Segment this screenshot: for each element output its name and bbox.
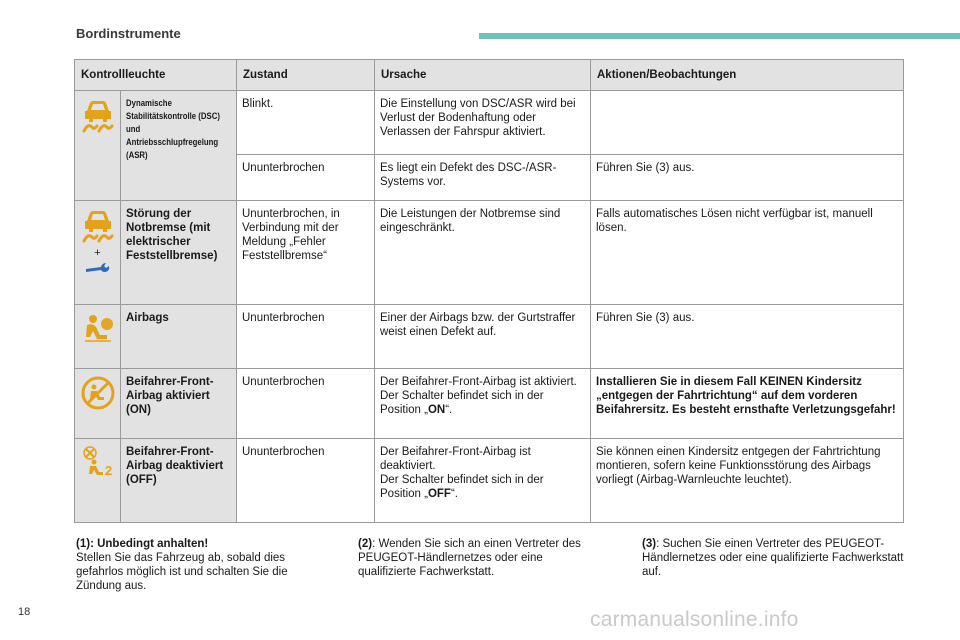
svg-text:2: 2 <box>105 463 113 478</box>
table-row <box>75 369 904 439</box>
table-row <box>75 439 904 523</box>
icon-cell <box>75 439 121 523</box>
dsc-skid-car-icon <box>81 97 115 135</box>
icon-cell <box>75 91 121 201</box>
icon-cell <box>75 369 121 439</box>
section-title: Bordinstrumente <box>76 26 181 41</box>
table-row <box>75 201 904 305</box>
state-cell: Ununterbrochen <box>237 369 375 439</box>
warning-lights-table <box>74 59 904 523</box>
action-cell: Falls automatisches Lösen nicht verfügbar ist, manuell lösen. <box>591 201 904 305</box>
action-cell: Sie können einen Kindersitz entgegen der Fahrtrichtung montieren, sofern keine Funktionsstörung des Airbags vorliegt (Airbag-Warnleuchte leuchtet). <box>591 439 904 523</box>
table-row <box>75 91 904 155</box>
footnote-text: : Wenden Sie sich an einen Vertreter des PEUGEOT-Händlernetzes oder eine qualifizierte Fachwerkstatt. <box>358 538 581 578</box>
cause-cell <box>375 369 591 439</box>
airbag-icon <box>81 311 115 345</box>
cause-text: Der Schalter befindet sich in der Position „ <box>380 474 544 500</box>
cause-text: Der Beifahrer-Front-Airbag ist deaktiviert. <box>380 446 531 472</box>
light-name: Störung der Notbremse (mit elektrischer Feststellbremse) <box>121 201 237 305</box>
footnote-text: : Suchen Sie einen Vertreter des PEUGEOT-Händlernetzes oder eine qualifizierte Fachwerkstatt auf. <box>642 538 904 578</box>
section-color-bar <box>479 33 960 39</box>
passenger-airbag-on-icon <box>80 375 116 411</box>
light-name: Airbags <box>121 305 237 369</box>
passenger-airbag-off-icon <box>80 445 116 479</box>
state-cell: Ununterbrochen <box>237 439 375 523</box>
table-row <box>75 305 904 369</box>
cause-text: Der Schalter befindet sich in der Position „ <box>380 390 544 416</box>
action-cell: Führen Sie (3) aus. <box>591 155 904 201</box>
footnote-label: (2) <box>358 538 373 550</box>
state-cell: Ununterbrochen <box>237 155 375 201</box>
switch-position: OFF <box>427 488 451 500</box>
light-name: Beifahrer-Front-Airbag deaktiviert (OFF) <box>121 439 237 523</box>
cause-cell: Es liegt ein Defekt des DSC-/ASR-Systems vor. <box>375 155 591 201</box>
footnote-1 <box>76 537 326 593</box>
col-header-warning-light: Kontrollleuchte <box>75 60 237 91</box>
icon-cell <box>75 201 121 305</box>
footnote-heading: : Unbedingt anhalten! <box>90 538 209 550</box>
cause-cell <box>375 439 591 523</box>
plus-sign: + <box>94 247 101 259</box>
footnote-2 <box>358 537 598 579</box>
action-cell: Führen Sie (3) aus. <box>591 305 904 369</box>
cause-text: Der Beifahrer-Front-Airbag ist aktiviert. <box>380 376 577 388</box>
cause-cell: Die Leistungen der Notbremse sind eingeschränkt. <box>375 201 591 305</box>
col-header-actions: Aktionen/Beobachtungen <box>591 60 904 91</box>
state-cell: Ununterbrochen <box>237 305 375 369</box>
state-cell: Blinkt. <box>237 91 375 155</box>
skid-car-icon <box>81 207 115 245</box>
footnote-label: (3) <box>642 538 657 550</box>
footnote-label: (1) <box>76 538 91 550</box>
light-name-cell <box>121 91 237 201</box>
watermark: carmanualsonline.info <box>590 608 799 631</box>
cause-cell: Die Einstellung von DSC/ASR wird bei Verlust der Bodenhaftung oder Verlassen der Fahrspur aktiviert. <box>375 91 591 155</box>
switch-position: ON <box>427 404 446 416</box>
footnote-3 <box>642 537 904 579</box>
cause-cell: Einer der Airbags bzw. der Gurtstraffer weist einen Defekt auf. <box>375 305 591 369</box>
action-cell: Installieren Sie in diesem Fall KEINEN Kindersitz „entgegen der Fahrtrichtung“ auf dem vorderen Beifahrersitz. Es besteht ernsthafte Verletzungsgefahr! <box>591 369 904 439</box>
page-number: 18 <box>18 606 31 618</box>
table-header-row <box>75 60 904 91</box>
col-header-state: Zustand <box>237 60 375 91</box>
wrench-icon <box>84 262 112 274</box>
light-name: Beifahrer-Front-Airbag aktiviert (ON) <box>121 369 237 439</box>
icon-cell <box>75 305 121 369</box>
cause-text: “. <box>450 488 458 500</box>
state-cell: Ununterbrochen, in Verbindung mit der Meldung „Fehler Feststellbremse“ <box>237 201 375 305</box>
col-header-cause: Ursache <box>375 60 591 91</box>
footnote-text: Stellen Sie das Fahrzeug ab, sobald dies gefahrlos möglich ist und schalten Sie die Zündung aus. <box>76 552 288 592</box>
action-cell <box>591 91 904 155</box>
cause-text: “. <box>445 404 453 416</box>
light-name: Dynamische Stabilitätskontrolle (DSC) und Antriebsschlupfregelung (ASR) <box>126 98 220 161</box>
